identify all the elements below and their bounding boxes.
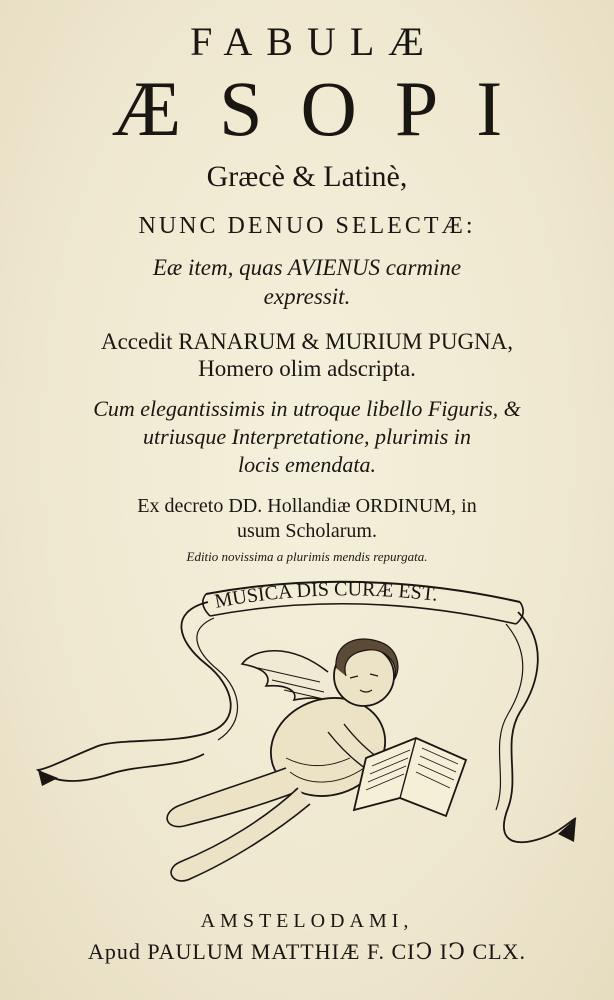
putto-with-book-and-banner-icon [28, 572, 588, 907]
banner-arch-inner [210, 604, 516, 624]
ribbon-left [38, 602, 231, 781]
ribbon-right-inner [496, 624, 523, 810]
line-nunc-denuo-selectae: NUNC DENUO SELECTÆ: [138, 213, 476, 239]
subtitle-graece-latine: Græcè & Latinè, [206, 160, 408, 193]
line-ex-decreto-2: usum Scholarum. [237, 520, 377, 542]
line-editio-novissima: Editio novissima a plurimis mendis repurgata. [186, 549, 428, 564]
imprint-publisher: Apud PAULUM MATTHIÆ F. CIↃ IↃ CLX. [88, 939, 526, 964]
line-eae-item-1: Eæ item, quas AVIENUS carmine [152, 255, 462, 280]
ribbon-right-tail [558, 818, 576, 842]
ribbon-left-inner [197, 618, 238, 740]
line-cum-elegantissimis-3: locis emendata. [237, 452, 377, 477]
line-cum-elegantissimis-1: Cum elegantissimis in utroque libello Figuris, & [93, 396, 521, 421]
line-homero: Homero olim adscripta. [198, 356, 416, 381]
line-ex-decreto-1: Ex decreto DD. Hollandiæ ORDINUM, in [137, 495, 477, 517]
line-accedit: Accedit RANARUM & MURIUM PUGNA, [100, 329, 514, 354]
emblem-motto: MUSICA DIS CURÆ EST. [212, 578, 439, 613]
line-eae-item-2: expressit. [263, 284, 351, 309]
title-line-aesopi: ÆSOPI [111, 65, 541, 152]
ribbon-right [504, 612, 576, 842]
imprint-place: AMSTELODAMI, [200, 910, 414, 932]
title-line-fabulae: FABULÆ [190, 19, 438, 64]
ribbon-left-tail [38, 770, 58, 786]
line-cum-elegantissimis-2: utriusque Interpretatione, plurimis in [143, 424, 471, 449]
banner-arch-left-end [203, 594, 210, 616]
